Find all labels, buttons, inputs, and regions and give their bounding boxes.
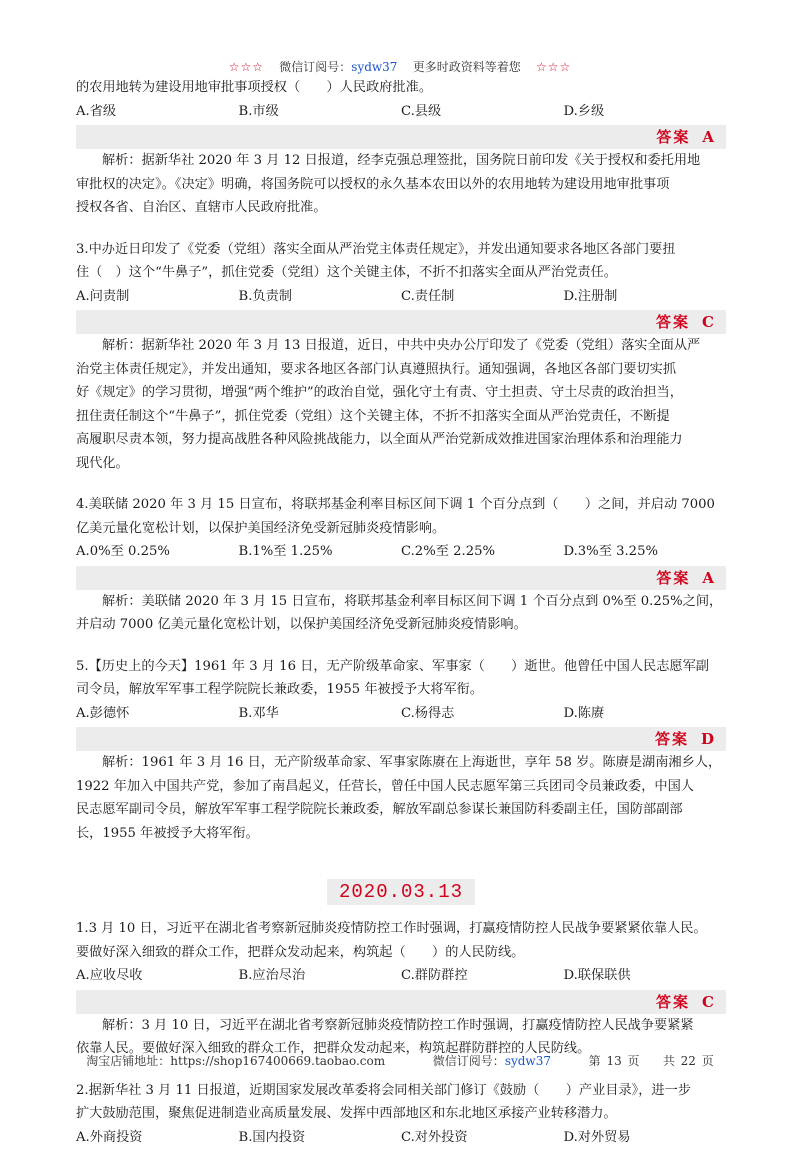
option-a: A.彭德怀 xyxy=(76,702,239,726)
option-c: C.对外投资 xyxy=(401,1126,564,1149)
question-block xyxy=(76,917,726,1061)
explanation-line: 现代化。 xyxy=(76,452,726,476)
explanation-line: 好《规定》的学习贯彻，增强“两个维护”的政治自觉，强化守土有责、守土担责、守土尽责的政治担当， xyxy=(76,381,726,405)
option-c: C.责任制 xyxy=(401,285,564,309)
explanation-line: 授权各省、自治区、直辖市人民政府批准。 xyxy=(76,196,726,220)
question-block xyxy=(76,493,726,637)
answer-label: 答案 xyxy=(656,313,690,331)
question-stem: 5.【历史上的今天】1961 年 3 月 16 日，无产阶级革命家、军事家（ ）逝世。他曾任中国人民志愿军副 xyxy=(76,655,726,679)
option-a: A.0%至 0.25% xyxy=(76,540,239,564)
option-b: B.1%至 1.25% xyxy=(239,540,402,564)
explanation-line: 解析：3 月 10 日，习近平在湖北省考察新冠肺炎疫情防控工作时强调，打赢疫情防控人民战争要紧紧 xyxy=(76,1014,726,1038)
question-block xyxy=(76,76,726,220)
stars-left: ☆☆☆ xyxy=(229,60,264,74)
answer-bar xyxy=(76,990,726,1014)
question-stem: 亿美元量化宽松计划，以保护美国经济免受新冠肺炎疫情影响。 xyxy=(76,517,726,541)
answer-value: D xyxy=(701,730,716,748)
option-c: C.县级 xyxy=(401,100,564,124)
answer-value: A xyxy=(702,569,716,587)
option-d: D.3%至 3.25% xyxy=(564,540,727,564)
explanation-line: 依靠人民。要做好深入细致的群众工作，把群众发动起来，构筑起群防群控的人民防线。 xyxy=(76,1037,726,1061)
explanation-line: 解析：美联储 2020 年 3 月 15 日宣布，将联邦基金利率目标区间下调 1 个百分点到 0%至 0.25%之间， xyxy=(76,590,726,614)
shop-url-link[interactable]: https://shop167400669.taobao.com xyxy=(170,1054,385,1068)
option-c: C.2%至 2.25% xyxy=(401,540,564,564)
account-id: sydw37 xyxy=(351,60,397,74)
answer-value: C xyxy=(702,313,716,331)
explanation-line: 解析：1961 年 3 月 16 日，无产阶级革命家、军事家陈赓在上海逝世，享年 58 岁。陈赓是湖南湘乡人， xyxy=(76,751,726,775)
option-a: A.省级 xyxy=(76,100,239,124)
question-block xyxy=(76,1079,726,1149)
page-footer xyxy=(0,1052,800,1069)
option-a: A.外商投资 xyxy=(76,1126,239,1149)
option-d: D.乡级 xyxy=(564,100,727,124)
options-row xyxy=(76,1126,726,1149)
footer-account-label: 微信订阅号： xyxy=(433,1054,505,1068)
page-content xyxy=(76,76,726,1149)
explanation-line: 治党主体责任规定》，并发出通知，要求各地区各部门认真遵照执行。通知强调，各地区各部门要切实抓 xyxy=(76,358,726,382)
page-number: 第 13 页 xyxy=(589,1054,640,1068)
answer-label: 答案 xyxy=(656,128,690,146)
question-stem: 司令员，解放军军事工程学院院长兼政委，1955 年被授予大将军衔。 xyxy=(76,678,726,702)
question-stem: 扩大鼓励范围，聚焦促进制造业高质量发展、发挥中西部地区和东北地区承接产业转移潜力。 xyxy=(76,1102,726,1126)
date-heading xyxy=(76,879,726,905)
question-stem: 2.据新华社 3 月 11 日报道，近期国家发展改革委将会同相关部门修订《鼓励（ ）产业目录》，进一步 xyxy=(76,1079,726,1103)
option-b: B.市级 xyxy=(239,100,402,124)
option-c: C.杨得志 xyxy=(401,702,564,726)
options-row xyxy=(76,100,726,124)
option-d: D.注册制 xyxy=(564,285,727,309)
answer-value: A xyxy=(702,128,716,146)
answer-bar xyxy=(76,727,726,751)
explanation-line: 高履职尽责本领，努力提高战胜各种风险挑战能力，以全面从严治党新成效推进国家治理体系和治理能力 xyxy=(76,428,726,452)
page-header xyxy=(0,58,800,75)
answer-value: C xyxy=(702,993,716,1011)
explanation-line: 审批权的决定》。《决定》明确，将国务院可以授权的永久基本农田以外的农用地转为建设用地审批事项 xyxy=(76,173,726,197)
explanation-line: 扭住责任制这个“牛鼻子”，抓住党委（党组）这个关键主体，不折不扣落实全面从严治党责任，不断提 xyxy=(76,405,726,429)
option-c: C.群防群控 xyxy=(401,964,564,988)
explanation-line: 解析：据新华社 2020 年 3 月 12 日报道，经李克强总理签批，国务院日前印发《关于授权和委托用地 xyxy=(76,149,726,173)
option-a: A.应收尽收 xyxy=(76,964,239,988)
option-b: B.邓华 xyxy=(239,702,402,726)
explanation-line: 并启动 7000 亿美元量化宽松计划，以保护美国经济免受新冠肺炎疫情影响。 xyxy=(76,613,726,637)
options-row xyxy=(76,540,726,564)
question-block xyxy=(76,655,726,846)
question-stem: 的农用地转为建设用地审批事项授权（ ）人民政府批准。 xyxy=(76,76,726,100)
header-slogan: 更多时政资料等着您 xyxy=(413,60,521,74)
option-d: D.对外贸易 xyxy=(564,1126,727,1149)
option-b: B.应治尽治 xyxy=(239,964,402,988)
answer-bar xyxy=(76,566,726,590)
footer-account-id: sydw37 xyxy=(505,1054,551,1068)
options-row xyxy=(76,702,726,726)
explanation-line: 长，1955 年被授予大将军衔。 xyxy=(76,822,726,846)
shop-label: 淘宝店铺地址： xyxy=(86,1054,170,1068)
page-total: 共 22 页 xyxy=(663,1054,714,1068)
question-stem: 4.美联储 2020 年 3 月 15 日宣布，将联邦基金利率目标区间下调 1 个百分点到（ ）之间，并启动 7000 xyxy=(76,493,726,517)
answer-label: 答案 xyxy=(656,993,690,1011)
account-label: 微信订阅号： xyxy=(279,60,351,74)
question-block xyxy=(76,238,726,476)
option-d: D.联保联供 xyxy=(564,964,727,988)
question-stem: 3.中办近日印发了《党委（党组）落实全面从严治党主体责任规定》，并发出通知要求各地区各部门要扭 xyxy=(76,238,726,262)
option-d: D.陈赓 xyxy=(564,702,727,726)
option-b: B.国内投资 xyxy=(239,1126,402,1149)
answer-label: 答案 xyxy=(656,569,690,587)
stars-right: ☆☆☆ xyxy=(536,60,571,74)
answer-label: 答案 xyxy=(655,730,689,748)
question-stem: 住（ ）这个“牛鼻子”，抓住党委（党组）这个关键主体，不折不扣落实全面从严治党责任。 xyxy=(76,261,726,285)
explanation-line: 民志愿军副司令员，解放军军事工程学院院长兼政委，解放军副总参谋长兼国防科委副主任，国防部副部 xyxy=(76,798,726,822)
date-heading-text: 2020.03.13 xyxy=(327,879,475,905)
explanation-line: 解析：据新华社 2020 年 3 月 13 日报道，近日，中共中央办公厅印发了《党委（党组）落实全面从严 xyxy=(76,334,726,358)
options-row xyxy=(76,964,726,988)
answer-bar xyxy=(76,125,726,149)
answer-bar xyxy=(76,310,726,334)
explanation-line: 1922 年加入中国共产党，参加了南昌起义，任营长，曾任中国人民志愿军第三兵团司令员兼政委，中国人 xyxy=(76,775,726,799)
options-row xyxy=(76,285,726,309)
question-stem: 1.3 月 10 日，习近平在湖北省考察新冠肺炎疫情防控工作时强调，打赢疫情防控人民战争要紧紧依靠人民。 xyxy=(76,917,726,941)
option-b: B.负责制 xyxy=(239,285,402,309)
option-a: A.问责制 xyxy=(76,285,239,309)
question-stem: 要做好深入细致的群众工作，把群众发动起来，构筑起（ ）的人民防线。 xyxy=(76,941,726,965)
